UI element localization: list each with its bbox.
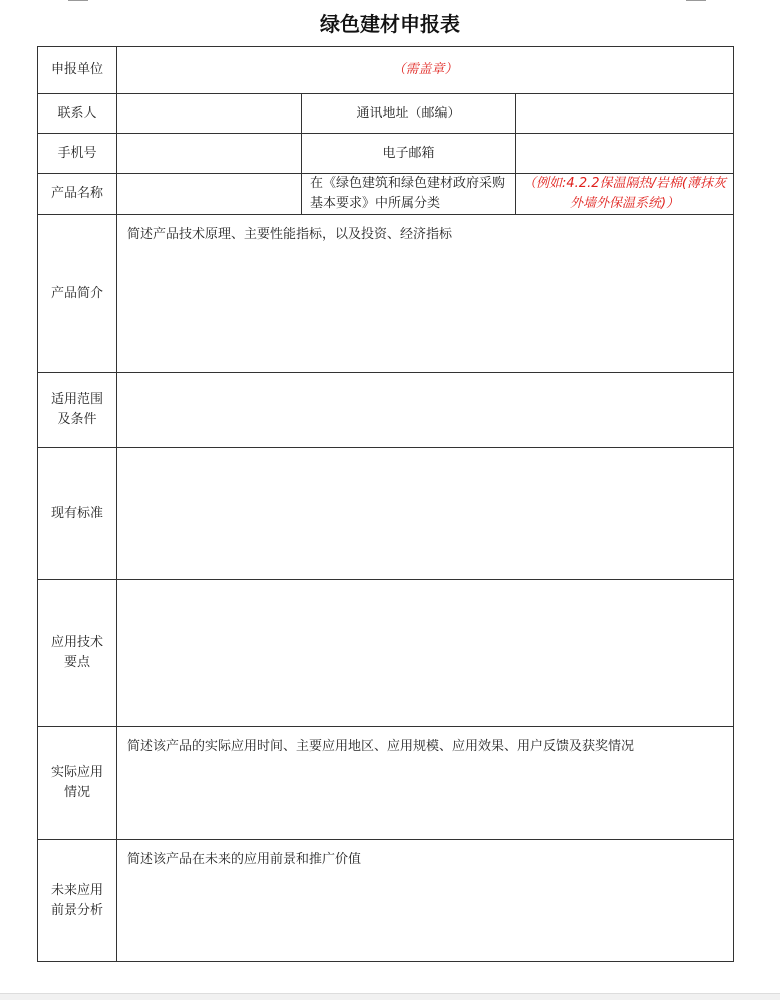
label-tech: 应用技术要点 [37, 579, 117, 727]
label-address: 通讯地址（邮编） [301, 93, 516, 134]
future-field[interactable]: 简述该产品在未来的应用前景和推广价值 [116, 839, 734, 962]
category-field[interactable]: （例如:4.2.2保温隔热/岩棉(薄抹灰外墙外保温系统)） [515, 173, 734, 215]
label-phone: 手机号 [37, 133, 117, 174]
label-product-name: 产品名称 [37, 173, 117, 215]
scope-field[interactable] [116, 372, 734, 448]
label-category: 在《绿色建筑和绿色建材政府采购基本要求》中所属分类 [301, 173, 516, 215]
label-future: 未来应用前景分析 [37, 839, 117, 962]
contact-field[interactable] [116, 93, 302, 134]
page-title: 绿色建材申报表 [320, 12, 460, 36]
address-field[interactable] [515, 93, 734, 134]
email-field[interactable] [515, 133, 734, 174]
label-scope: 适用范围及条件 [37, 372, 117, 448]
phone-field[interactable] [116, 133, 302, 174]
label-usage: 实际应用情况 [37, 726, 117, 840]
unit-field[interactable]: （需盖章） [116, 46, 734, 94]
usage-field[interactable]: 简述该产品的实际应用时间、主要应用地区、应用规模、应用效果、用户反馈及获奖情况 [116, 726, 734, 840]
label-intro: 产品简介 [37, 214, 117, 373]
intro-field[interactable]: 简述产品技术原理、主要性能指标，以及投资、经济指标 [116, 214, 734, 373]
standard-field[interactable] [116, 447, 734, 580]
page-corner-mark [68, 0, 88, 1]
product-name-field[interactable] [116, 173, 302, 215]
label-unit: 申报单位 [37, 46, 117, 94]
page-corner-mark [686, 0, 706, 1]
tech-field[interactable] [116, 579, 734, 727]
label-contact: 联系人 [37, 93, 117, 134]
label-standard: 现有标准 [37, 447, 117, 580]
label-email: 电子邮箱 [301, 133, 516, 174]
